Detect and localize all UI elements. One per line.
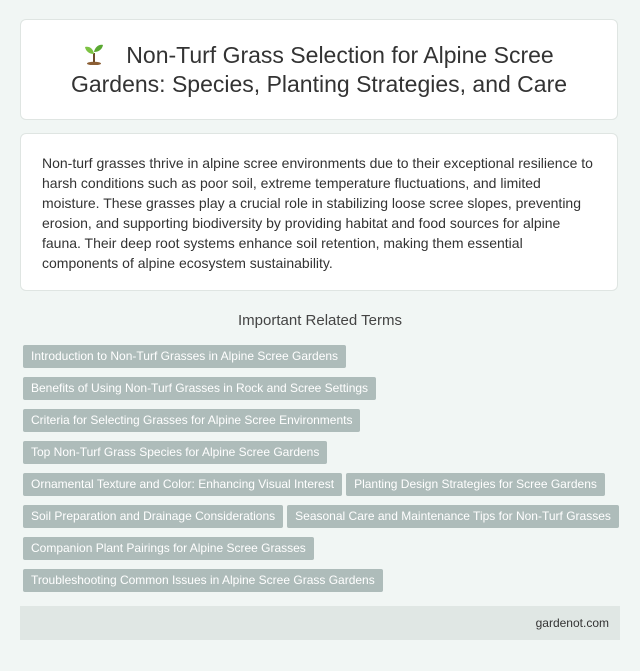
related-terms-heading: Important Related Terms [238,312,402,329]
related-term-tag[interactable]: Troubleshooting Common Issues in Alpine Scree Grass Gardens [23,569,383,592]
related-terms-row [23,473,623,505]
page-title [21,41,617,99]
intro-paragraph: Non-turf grasses thrive in alpine scree environments due to their exceptional resilience to harsh conditions such as poor soil, extreme temperature fluctuations, and limited moisture. These grasses play a crucial role in stabilizing loose scree slopes, preventing erosion, and supporting biodiversity by providing habitat and food sources for alpine fauna. Their deep root systems enhance soil retention, making them essential components of alpine ecosystem sustainability. [42,155,593,271]
related-terms-row [23,441,623,473]
related-term-tag[interactable]: Planting Design Strategies for Scree Gardens [346,473,605,496]
related-term-tag[interactable]: Soil Preparation and Drainage Considerations [23,505,283,528]
related-terms-row [23,377,623,409]
related-term-tag[interactable]: Seasonal Care and Maintenance Tips for Non-Turf Grasses [287,505,619,528]
sprout-icon [84,43,104,65]
related-term-tag[interactable]: Ornamental Texture and Color: Enhancing Visual Interest [23,473,342,496]
related-term-tag[interactable]: Companion Plant Pairings for Alpine Scree Grasses [23,537,314,560]
related-terms-row [23,537,623,569]
related-terms-row [23,569,623,601]
related-term-tag[interactable]: Top Non-Turf Grass Species for Alpine Scree Gardens [23,441,327,464]
footer [20,606,620,640]
related-terms-row [23,505,623,537]
intro-card [20,133,618,291]
related-term-tag[interactable]: Introduction to Non-Turf Grasses in Alpine Scree Gardens [23,345,346,368]
title-card [20,19,618,120]
related-terms-row [23,345,623,377]
page-title-text: Non-Turf Grass Selection for Alpine Scree Gardens: Species, Planting Strategies, and Care [70,41,568,97]
footer-site-link[interactable]: gardenot.com [535,616,609,630]
related-terms-row [23,409,623,441]
related-term-tag[interactable]: Criteria for Selecting Grasses for Alpine Scree Environments [23,409,360,432]
related-term-tag[interactable]: Benefits of Using Non-Turf Grasses in Rock and Scree Settings [23,377,376,400]
related-terms-list [23,345,623,601]
